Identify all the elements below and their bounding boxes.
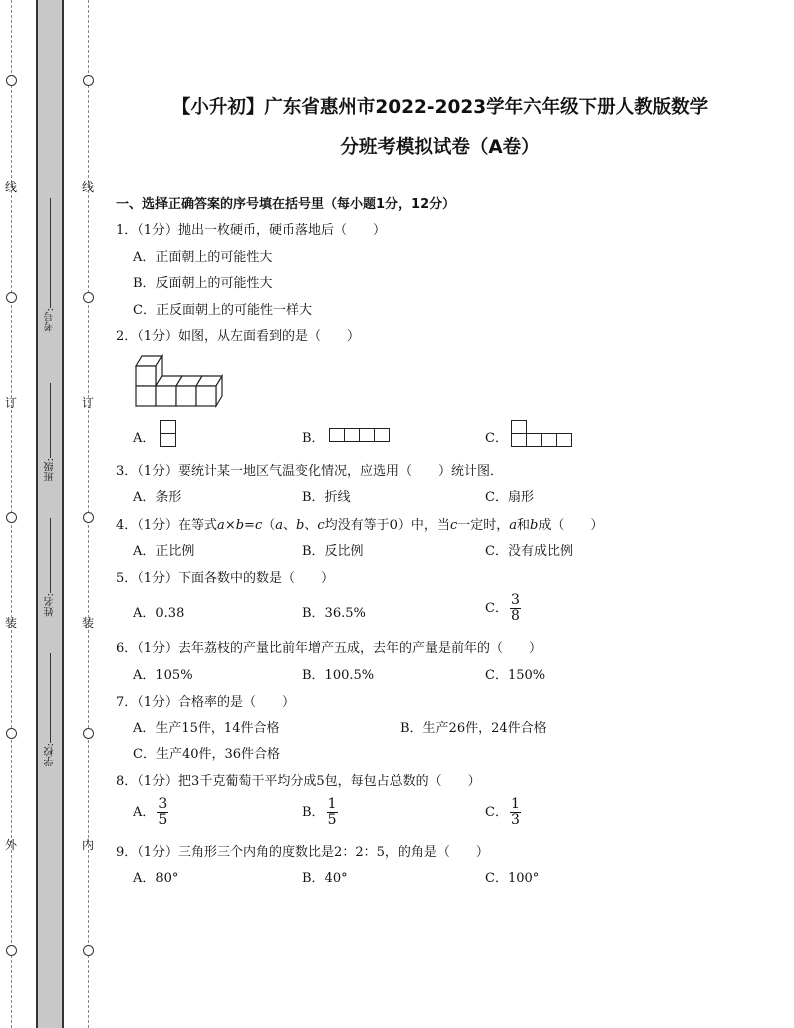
punch-hole — [83, 292, 94, 303]
q2-a-cell — [160, 433, 176, 447]
q4-var: c — [317, 518, 325, 533]
q4-text: （ — [262, 518, 276, 533]
q2-c-cell — [556, 433, 572, 447]
question-7: 7．（1分）合格率的是（ ） — [116, 695, 296, 710]
q2-a-cell — [160, 420, 176, 434]
denominator: 3 — [510, 812, 520, 828]
question-4 — [116, 514, 603, 533]
punch-hole — [83, 728, 94, 739]
q4-text: 4．（1分）在等式 — [116, 518, 218, 533]
q3-option-c[interactable]: C．扇形 — [485, 490, 534, 505]
q2-c-cell — [511, 433, 527, 447]
q2-c-cell — [526, 433, 542, 447]
q2-b-cell — [374, 428, 390, 442]
question-9: 9．（1分）三角形三个内角的度数比是2：2：5，的角是（ ） — [116, 845, 489, 860]
q4-text: 成（ ） — [538, 518, 604, 533]
question-2: 2．（1分）如图，从左面看到的是（ ） — [116, 329, 361, 344]
q7-option-a[interactable]: A．生产15件，14件合格 — [133, 721, 280, 736]
q4-op: × — [224, 518, 236, 533]
paper-title-line2: 分班考模拟试卷（A卷） — [340, 137, 540, 158]
q8-c-fraction — [510, 797, 521, 828]
punch-hole — [6, 512, 17, 523]
q5-c-label: C． — [485, 601, 508, 616]
q2-option-b-label[interactable]: B． — [302, 431, 325, 446]
punch-hole — [6, 728, 17, 739]
margin-label-outer: 外 — [5, 838, 18, 852]
q2-option-c-label[interactable]: C． — [485, 431, 508, 446]
margin-label-outer: 装 — [5, 616, 18, 630]
punch-hole — [6, 75, 17, 86]
field-label: 考号: — [44, 308, 56, 332]
numerator: 3 — [158, 796, 168, 812]
q8-option-a[interactable] — [133, 797, 168, 828]
q6-option-b[interactable]: B．100.5% — [302, 668, 375, 683]
field-label: 学校: — [44, 743, 56, 767]
q3-option-a[interactable]: A．条形 — [133, 490, 182, 505]
q4-var: b — [235, 518, 245, 533]
field-label: 姓名: — [44, 593, 56, 617]
question-3: 3．（1分）要统计某一地区气温变化情况，应选用（ ）统计图． — [116, 464, 504, 479]
q7-option-c[interactable]: C．生产40件，36件合格 — [133, 747, 281, 762]
q2-b-cell — [344, 428, 360, 442]
q4-option-c[interactable]: C．没有成比例 — [485, 544, 573, 559]
school-field[interactable] — [38, 650, 62, 766]
margin-label-inner: 装 — [82, 616, 95, 630]
punch-hole — [6, 945, 17, 956]
q9-option-c[interactable]: C．100° — [485, 871, 540, 886]
q5-option-b[interactable]: B．36.5% — [302, 606, 366, 621]
exam-number-field[interactable] — [38, 195, 62, 331]
punch-hole — [6, 292, 17, 303]
denominator: 8 — [510, 608, 520, 624]
q9-option-a[interactable]: A．80° — [133, 871, 179, 886]
question-8: 8．（1分）把3千克葡萄干平均分成5包，每包占总数的（ ） — [116, 774, 481, 789]
denominator: 5 — [158, 812, 168, 828]
q4-text: 、 — [304, 518, 318, 533]
class-field[interactable] — [38, 380, 62, 481]
q4-var: a — [217, 518, 225, 533]
margin-label-inner: 订 — [82, 396, 95, 410]
q1-option-a[interactable]: A．正面朝上的可能性大 — [133, 250, 273, 265]
q4-text: 一定时， — [457, 518, 510, 533]
field-line — [50, 653, 51, 743]
q7-option-b[interactable]: B．生产26件，24件合格 — [400, 721, 547, 736]
q4-var: b — [296, 518, 305, 533]
q1-option-c[interactable]: C．正反面朝上的可能性一样大 — [133, 303, 312, 318]
denominator: 5 — [327, 812, 337, 828]
q4-op: = — [244, 518, 255, 533]
q1-option-b[interactable]: B．反面朝上的可能性大 — [133, 276, 273, 291]
q2-c-cell — [511, 420, 527, 434]
name-field[interactable] — [38, 515, 62, 616]
q8-option-c[interactable] — [485, 797, 521, 828]
q4-var: a — [509, 518, 517, 533]
q4-option-b[interactable]: B．反比例 — [302, 544, 364, 559]
question-6: 6．（1分）去年荔枝的产量比前年增产五成，去年的产量是前年的（ ） — [116, 641, 543, 656]
q5-option-c[interactable] — [485, 593, 521, 624]
q8-option-b[interactable] — [302, 797, 338, 828]
q6-option-c[interactable]: C．150% — [485, 668, 546, 683]
q4-option-a[interactable]: A．正比例 — [133, 544, 195, 559]
q4-var: c — [449, 518, 458, 533]
q4-var: a — [275, 518, 284, 533]
q4-var: c — [254, 518, 263, 533]
q2-b-cell — [359, 428, 375, 442]
numerator: 1 — [327, 796, 337, 812]
q4-text: 、 — [283, 518, 297, 533]
q5-c-fraction — [510, 593, 521, 624]
punch-hole — [83, 75, 94, 86]
q9-option-b[interactable]: B．40° — [302, 871, 348, 886]
margin-label-outer: 线 — [5, 180, 18, 194]
q8-b-label: B． — [302, 805, 325, 820]
q4-text: 和 — [517, 518, 531, 533]
q8-a-fraction — [157, 797, 168, 828]
q3-option-b[interactable]: B．折线 — [302, 490, 351, 505]
q4-var: b — [530, 518, 539, 533]
q4-text: 均没有等于0）中，当 — [324, 518, 450, 533]
field-line — [50, 198, 51, 308]
field-line — [50, 518, 51, 593]
q2-b-cell — [329, 428, 345, 442]
field-line — [50, 383, 51, 458]
field-label: 班级: — [44, 458, 56, 482]
q2-c-cell — [541, 433, 557, 447]
punch-hole — [83, 945, 94, 956]
margin-label-outer: 订 — [5, 396, 18, 410]
q6-option-a[interactable]: A．105% — [133, 668, 193, 683]
q8-a-label: A． — [133, 805, 156, 820]
q8-b-fraction — [327, 797, 338, 828]
punch-hole — [83, 512, 94, 523]
paper-title-line1: 【小升初】广东省惠州市2022-2023学年六年级下册人教版数学 — [171, 97, 709, 118]
binding-band — [36, 0, 64, 1028]
question-1: 1．（1分）抛出一枚硬币，硬币落地后（ ） — [116, 223, 387, 238]
section-heading: 一、选择正确答案的序号填在括号里（每小题1分，12分） — [116, 197, 456, 212]
numerator: 3 — [510, 592, 520, 608]
cube-figure — [132, 350, 228, 410]
q8-c-label: C． — [485, 805, 508, 820]
margin-label-inner: 内 — [82, 838, 95, 852]
numerator: 1 — [510, 796, 520, 812]
margin-label-inner: 线 — [82, 180, 95, 194]
question-5: 5．（1分）下面各数中的数是（ ） — [116, 571, 335, 586]
q2-option-a-label[interactable]: A． — [133, 431, 156, 446]
q5-option-a[interactable]: A．0.38 — [133, 606, 185, 621]
